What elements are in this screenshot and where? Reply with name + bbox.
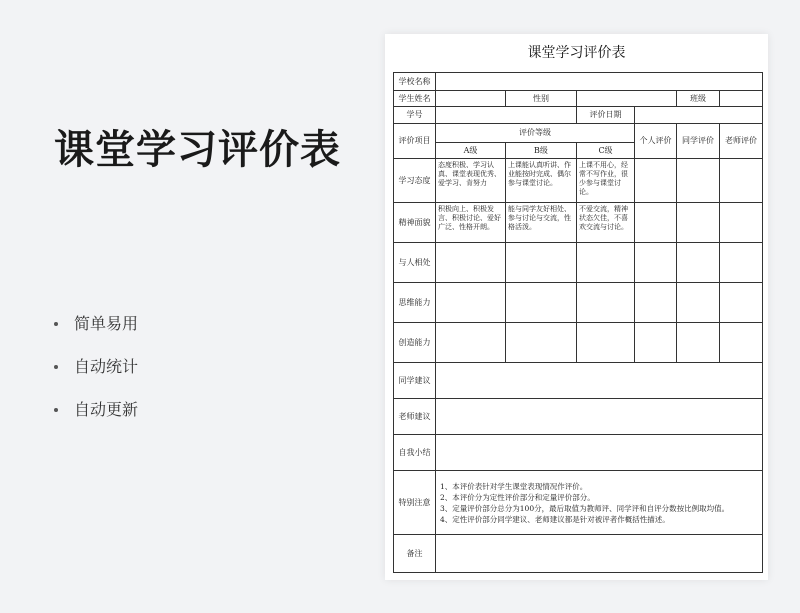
sheet-title: 课堂学习评价表 <box>527 45 626 61</box>
criteria-name: 思维能力 <box>394 283 436 323</box>
teacher-score-cell[interactable] <box>720 203 763 243</box>
student-field[interactable] <box>436 91 506 107</box>
notes-line: 2、本评价分为定性评价部分和定量评价部分。 <box>440 492 595 502</box>
criteria-row <box>394 203 763 243</box>
gender-field[interactable] <box>577 91 677 107</box>
criteria-name: 创造能力 <box>394 323 436 363</box>
peer-advice-field[interactable] <box>436 363 763 399</box>
teacher-advice-field[interactable] <box>436 399 763 435</box>
teacher-advice-label: 老师建议 <box>394 399 436 435</box>
criteria-level-a[interactable] <box>436 243 506 283</box>
feature-label: 自动更新 <box>74 400 139 419</box>
feature-label: 简单易用 <box>74 314 139 333</box>
feature-item <box>54 312 138 355</box>
peer-score-cell[interactable] <box>677 159 720 203</box>
criteria-level-a[interactable] <box>436 283 506 323</box>
notes-line: 4、定性评价部分同学建议、老师建议都是针对被评者作概括性描述。 <box>440 514 670 524</box>
criteria-level-c: 上课不用心，经常不写作业，很少参与课堂讨论。 <box>577 159 635 203</box>
self-score-cell[interactable] <box>635 203 677 243</box>
level-c-header: C级 <box>577 143 635 159</box>
criteria-name: 与人相处 <box>394 243 436 283</box>
criteria-level-b: 能与同学友好相处、参与讨论与交流，性格活泼。 <box>506 203 577 243</box>
remarks-field[interactable] <box>436 535 763 573</box>
school-field[interactable] <box>436 73 763 91</box>
peer-score-cell[interactable] <box>677 323 720 363</box>
class-label: 班级 <box>677 91 720 107</box>
teacher-score-cell[interactable] <box>720 243 763 283</box>
hero-title: 课堂学习评价表 <box>54 127 341 173</box>
self-score-cell[interactable] <box>635 159 677 203</box>
self-score-cell[interactable] <box>635 323 677 363</box>
eval-level-header: 评价等级 <box>436 124 635 143</box>
criteria-level-a: 积极向上、积极发言、积极讨论、爱好广泛、性格开朗。 <box>436 203 506 243</box>
criteria-level-b[interactable] <box>506 283 577 323</box>
criteria-level-c[interactable] <box>577 283 635 323</box>
criteria-level-b: 上课能认真听讲、作业能按时完成、偶尔参与课堂讨论。 <box>506 159 577 203</box>
self-eval-header: 个人评价 <box>635 124 677 159</box>
peer-advice-label: 同学建议 <box>394 363 436 399</box>
teacher-score-cell[interactable] <box>720 323 763 363</box>
class-field[interactable] <box>720 91 763 107</box>
peer-score-cell[interactable] <box>677 203 720 243</box>
bullet-icon <box>54 408 58 412</box>
criteria-name: 学习态度 <box>394 159 436 203</box>
criteria-row <box>394 283 763 323</box>
criteria-level-c[interactable] <box>577 243 635 283</box>
evaluation-form-table <box>393 72 763 573</box>
level-b-header: B级 <box>506 143 577 159</box>
criteria-level-a[interactable] <box>436 323 506 363</box>
level-a-header: A级 <box>436 143 506 159</box>
self-summary-label: 自我小结 <box>394 435 436 471</box>
criteria-name: 精神面貌 <box>394 203 436 243</box>
eval-item-header: 评价项目 <box>394 124 436 159</box>
feature-item <box>54 398 138 441</box>
student-id-label: 学号 <box>394 107 436 124</box>
peer-eval-header: 同学评价 <box>677 124 720 159</box>
eval-date-field[interactable] <box>635 107 763 124</box>
evaluation-sheet <box>385 34 768 580</box>
gender-label: 性别 <box>506 91 577 107</box>
notes-line: 3、定量评价部分总分为100分，最后取值为教师评、同学评和自评分数按比例取均值。 <box>440 503 730 513</box>
self-score-cell[interactable] <box>635 243 677 283</box>
criteria-row <box>394 159 763 203</box>
teacher-eval-header: 老师评价 <box>720 124 763 159</box>
peer-score-cell[interactable] <box>677 283 720 323</box>
teacher-score-cell[interactable] <box>720 159 763 203</box>
bullet-icon <box>54 322 58 326</box>
criteria-level-a: 态度积极、学习认真、课堂表现优秀、爱学习、肯努力 <box>436 159 506 203</box>
remarks-label: 备注 <box>394 535 436 573</box>
feature-list <box>54 312 138 441</box>
notes-content <box>436 471 763 535</box>
self-summary-field[interactable] <box>436 435 763 471</box>
feature-item <box>54 355 138 398</box>
notes-line: 1、本评价表针对学生课堂表现情况作评价。 <box>440 481 588 491</box>
criteria-row <box>394 323 763 363</box>
notes-label: 特别注意 <box>394 471 436 535</box>
criteria-level-c[interactable] <box>577 323 635 363</box>
bullet-icon <box>54 365 58 369</box>
peer-score-cell[interactable] <box>677 243 720 283</box>
criteria-level-b[interactable] <box>506 323 577 363</box>
self-score-cell[interactable] <box>635 283 677 323</box>
teacher-score-cell[interactable] <box>720 283 763 323</box>
feature-label: 自动统计 <box>74 357 139 376</box>
student-label: 学生姓名 <box>394 91 436 107</box>
student-id-field[interactable] <box>436 107 577 124</box>
criteria-row <box>394 243 763 283</box>
school-label: 学校名称 <box>394 73 436 91</box>
criteria-level-b[interactable] <box>506 243 577 283</box>
criteria-level-c: 不爱交流，精神状态欠佳，不喜欢交流与讨论。 <box>577 203 635 243</box>
eval-date-label: 评价日期 <box>577 107 635 124</box>
